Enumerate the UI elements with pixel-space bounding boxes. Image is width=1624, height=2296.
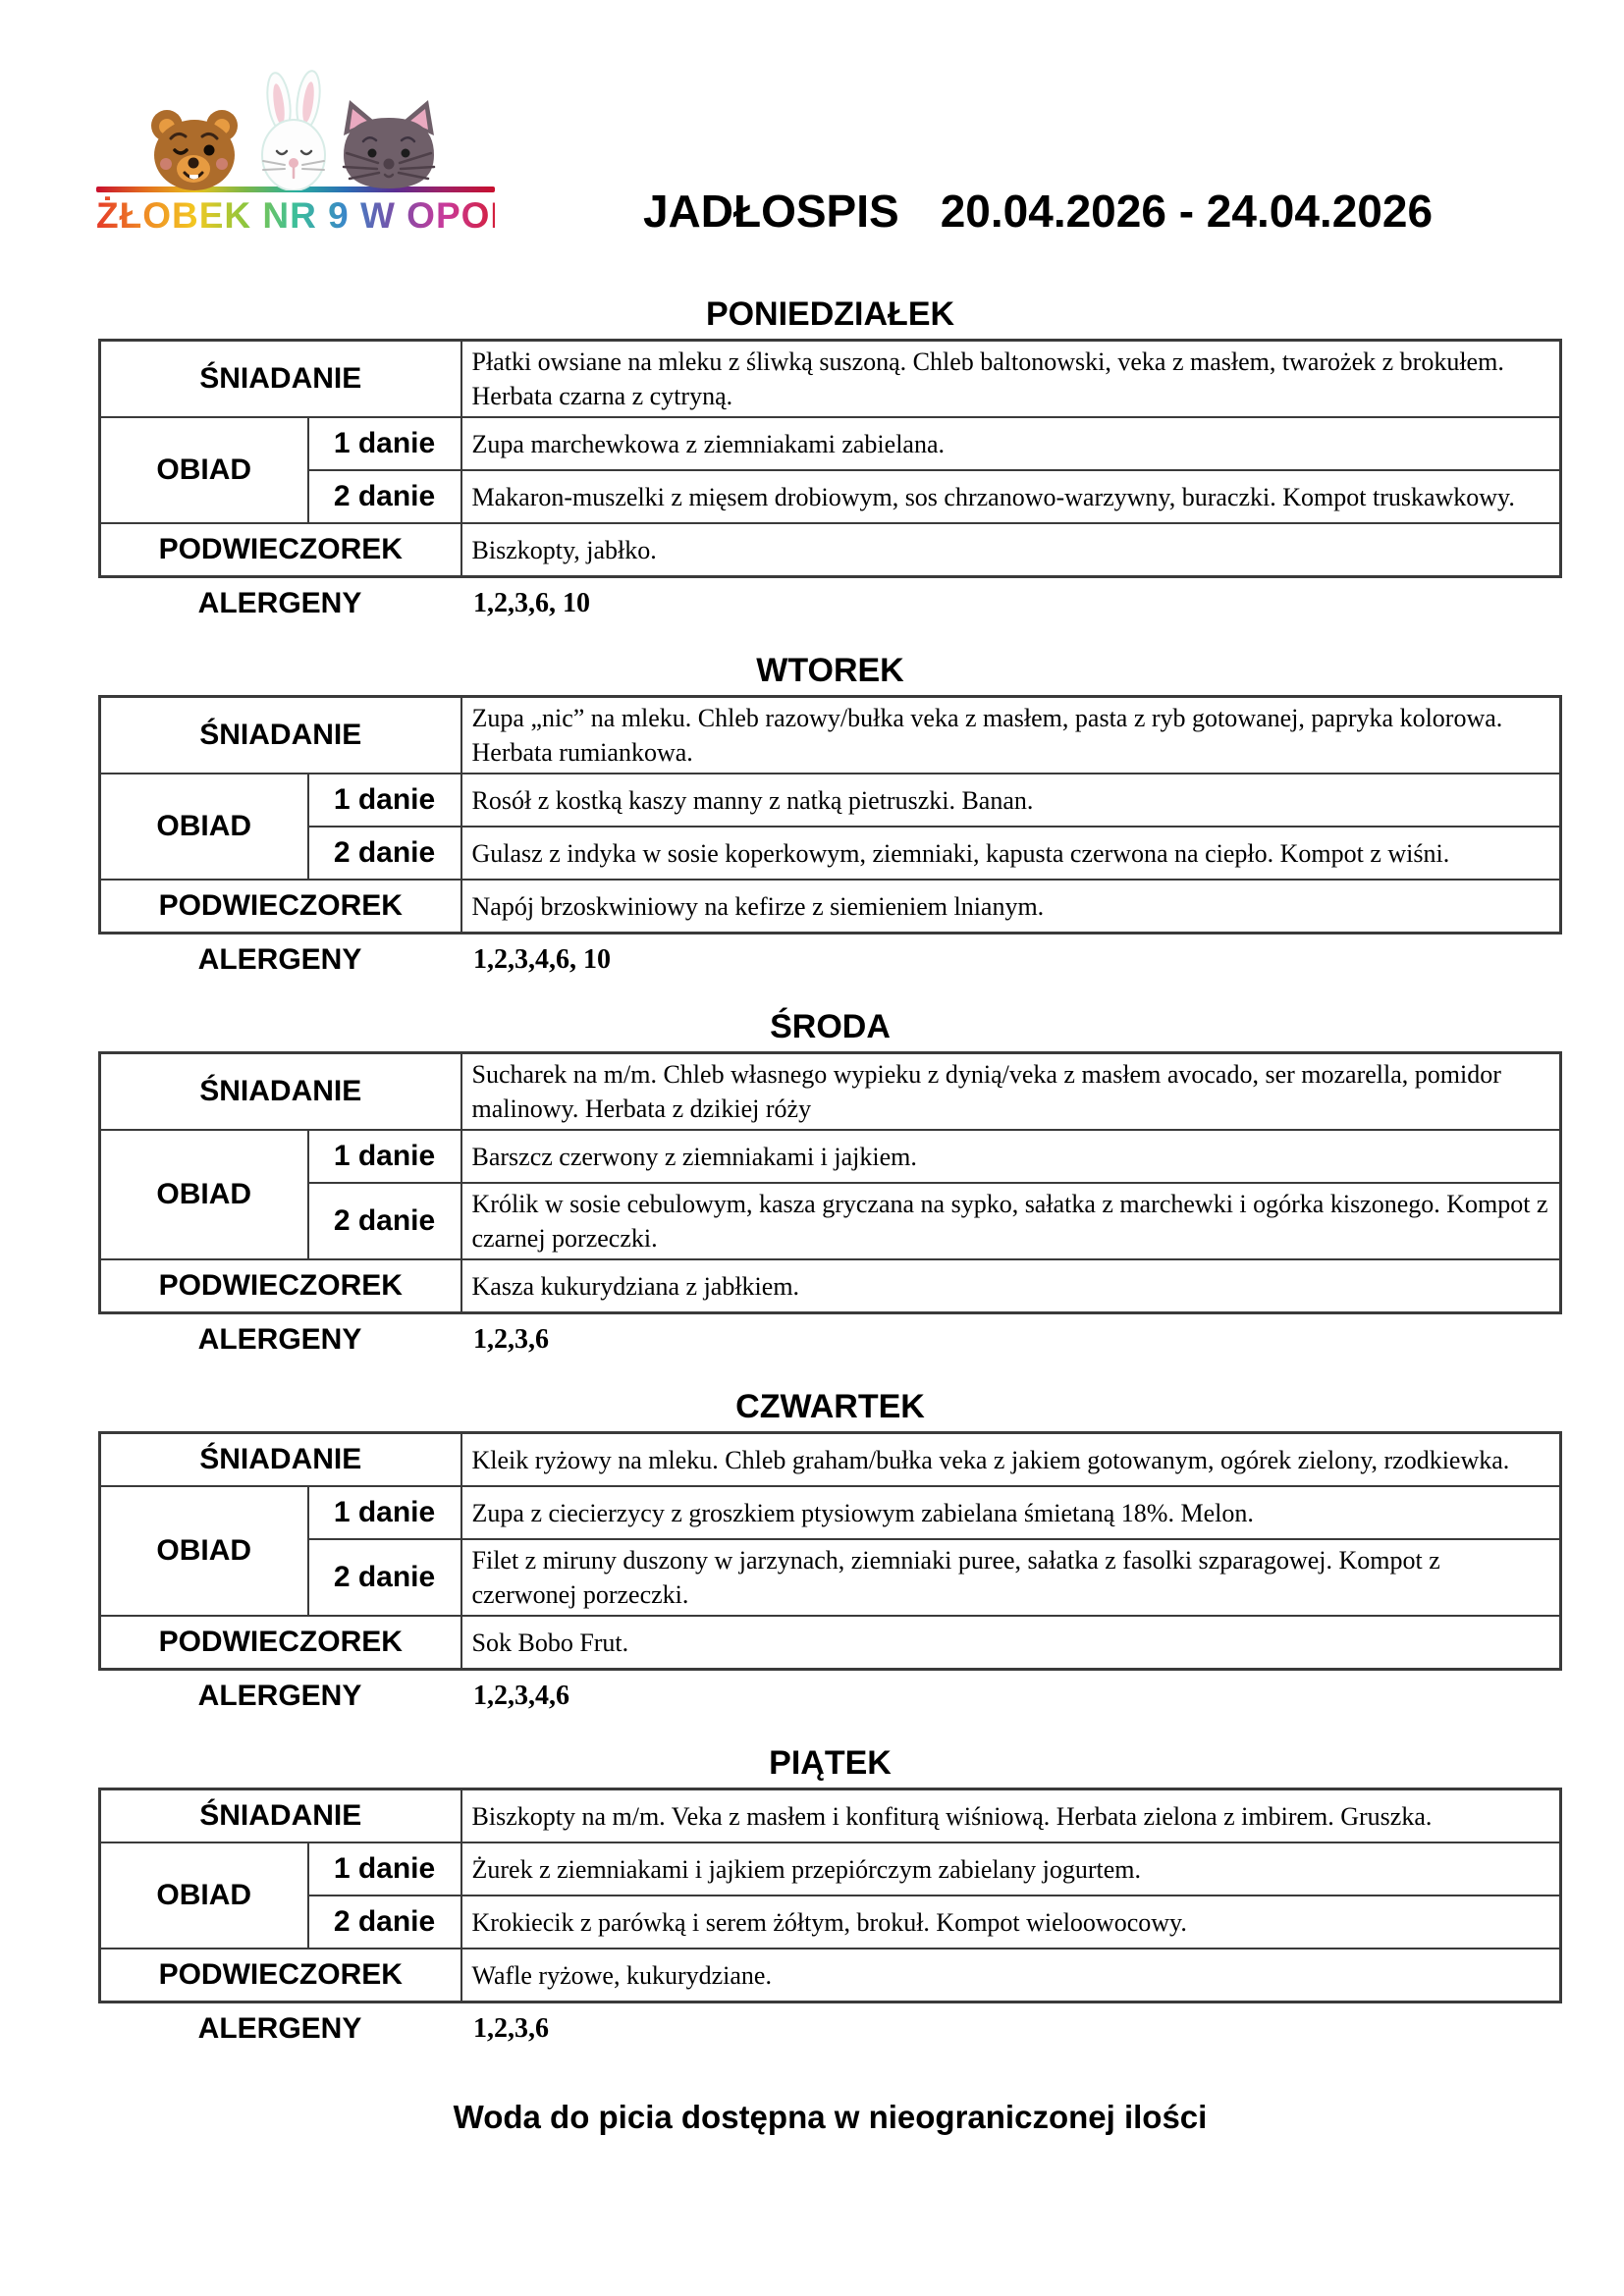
lunch-course2-row [100,470,1561,523]
allergens-row [98,2006,1562,2052]
lunch-label: OBIAD [100,1842,308,1949]
menu-table [98,695,1562,934]
page-header [0,0,1624,287]
course1-label: 1 danie [308,774,461,827]
breakfast-value: Biszkopty na m/m. Veka z masłem i konfiturą wiśniową. Herbata zielona z imbirem. Gruszka. [461,1789,1561,1843]
day-title: WTOREK [756,652,904,689]
course1-value: Żurek z ziemniakami i jajkiem przepiórczym zabielany jogurtem. [461,1842,1561,1896]
course1-label: 1 danie [308,1130,461,1183]
course1-label: 1 danie [308,417,461,470]
lunch-course2-row [100,1539,1561,1616]
breakfast-label: ŚNIADANIE [100,697,461,774]
allergens-label: ALERGENY [197,2012,362,2045]
breakfast-value: Sucharek na m/m. Chleb własnego wypieku z dynią/veka z masłem avocado, ser mozarella, pomidor malinowy. Herbata z dzikiej róży [461,1053,1561,1131]
lunch-course2-row [100,1896,1561,1949]
course2-value: Filet z miruny duszony w jarzynach, ziemniaki puree, sałatka z fasolki szparagowej. Kompot z czerwonej porzeczki. [461,1539,1561,1616]
allergens-values: 1,2,3,6 [473,1324,549,1355]
course2-value: Królik w sosie cebulowym, kasza gryczana na sypko, sałatka z marchewki i ogórka kiszonego. Kompot z czarnej porzeczki. [461,1183,1561,1259]
bunny-icon [262,70,325,190]
menu-table [98,1431,1562,1671]
lunch-course1-row [100,1130,1561,1183]
breakfast-label: ŚNIADANIE [100,1053,461,1131]
lunch-course1-row [100,417,1561,470]
lunch-course1-row [100,774,1561,827]
snack-row [100,1616,1561,1670]
allergens-row [98,581,1562,626]
nursery-name: ŻŁOBEK NR 9 W OPOLU [96,195,541,236]
course2-label: 2 danie [308,1183,461,1259]
lunch-label: OBIAD [100,1486,308,1616]
lunch-course1-row [100,1842,1561,1896]
snack-row [100,880,1561,934]
day-section [0,1387,1624,1719]
snack-value: Napój brzoskwiniowy na kefirze z siemieniem lnianym. [461,880,1561,934]
day-section [0,294,1624,626]
allergens-row [98,1674,1562,1719]
days-list [0,294,1624,2052]
course2-label: 2 danie [308,1539,461,1616]
menu-table [98,1788,1562,2003]
course2-value: Gulasz z indyka w sosie koperkowym, ziemniaki, kapusta czerwona na ciepło. Kompot z wiśni. [461,827,1561,880]
snack-row [100,1949,1561,2002]
snack-label: PODWIECZOREK [100,1616,461,1670]
course1-value: Barszcz czerwony z ziemniakami i jajkiem. [461,1130,1561,1183]
allergens-values: 1,2,3,6, 10 [473,588,590,618]
cat-icon [344,100,434,188]
menu-date-range: 20.04.2026 - 24.04.2026 [940,186,1434,237]
snack-value: Biszkopty, jabłko. [461,523,1561,577]
day-title: CZWARTEK [735,1388,925,1425]
lunch-label: OBIAD [100,417,308,523]
snack-value: Sok Bobo Frut. [461,1616,1561,1670]
breakfast-row [100,1053,1561,1131]
day-section [0,1007,1624,1362]
allergens-label: ALERGENY [197,1323,362,1356]
course1-value: Zupa z ciecierzycy z groszkiem ptysiowym zabielana śmietaną 18%. Melon. [461,1486,1561,1539]
snack-label: PODWIECZOREK [100,880,461,934]
course2-label: 2 danie [308,827,461,880]
snack-row [100,523,1561,577]
snack-row [100,1259,1561,1313]
course1-label: 1 danie [308,1842,461,1896]
course1-value: Zupa marchewkowa z ziemniakami zabielana. [461,417,1561,470]
menu-title: JADŁOSPIS [642,186,899,237]
breakfast-label: ŚNIADANIE [100,341,461,418]
logo-animals-illustration [96,65,495,190]
lunch-label: OBIAD [100,1130,308,1259]
snack-label: PODWIECZOREK [100,1949,461,2002]
breakfast-row [100,697,1561,774]
allergens-row [98,937,1562,983]
allergens-label: ALERGENY [197,587,362,619]
menu-table [98,339,1562,578]
course2-label: 2 danie [308,470,461,523]
day-title: PONIEDZIAŁEK [705,295,955,333]
course1-value: Rosół z kostką kaszy manny z natką pietruszki. Banan. [461,774,1561,827]
allergens-label: ALERGENY [197,1680,362,1712]
course2-value: Makaron-muszelki z mięsem drobiowym, sos chrzanowo-warzywny, buraczki. Kompot truskawkowy. [461,470,1561,523]
water-notice: Woda do picia dostępna w nieograniczonej ilości [453,2099,1208,2135]
allergens-values: 1,2,3,6 [473,2013,549,2044]
allergens-row [98,1317,1562,1362]
snack-label: PODWIECZOREK [100,1259,461,1313]
breakfast-value: Kleik ryżowy na mleku. Chleb graham/bułka veka z jakiem gotowanym, ogórek zielony, rzodkiewka. [461,1433,1561,1487]
snack-value: Wafle ryżowe, kukurydziane. [461,1949,1561,2002]
nursery-logo [96,65,541,237]
lunch-course2-row [100,1183,1561,1259]
breakfast-value: Zupa „nic” na mleku. Chleb razowy/bułka veka z masłem, pasta z ryb gotowanej, papryka kolorowa. Herbata rumiankowa. [461,697,1561,774]
lunch-course1-row [100,1486,1561,1539]
course2-label: 2 danie [308,1896,461,1949]
day-section [0,651,1624,983]
snack-label: PODWIECZOREK [100,523,461,577]
snack-value: Kasza kukurydziana z jabłkiem. [461,1259,1561,1313]
day-title: PIĄTEK [769,1744,892,1782]
allergens-values: 1,2,3,4,6 [473,1681,569,1711]
menu-table [98,1051,1562,1314]
course2-value: Krokiecik z parówką i serem żółtym, brokuł. Kompot wieloowocowy. [461,1896,1561,1949]
day-title: ŚRODA [770,1008,891,1045]
breakfast-row [100,1789,1561,1843]
lunch-label: OBIAD [100,774,308,880]
lunch-course2-row [100,827,1561,880]
breakfast-value: Płatki owsiane na mleku z śliwką suszoną. Chleb baltonowski, veka z masłem, twarożek z brokułem. Herbata czarna z cytryną. [461,341,1561,418]
allergens-values: 1,2,3,4,6, 10 [473,944,611,975]
breakfast-row [100,1433,1561,1487]
page-title [461,185,1614,238]
day-section [0,1743,1624,2052]
allergens-label: ALERGENY [197,943,362,976]
breakfast-row [100,341,1561,418]
course1-label: 1 danie [308,1486,461,1539]
breakfast-label: ŚNIADANIE [100,1789,461,1843]
bear-icon [151,110,238,190]
breakfast-label: ŚNIADANIE [100,1433,461,1487]
